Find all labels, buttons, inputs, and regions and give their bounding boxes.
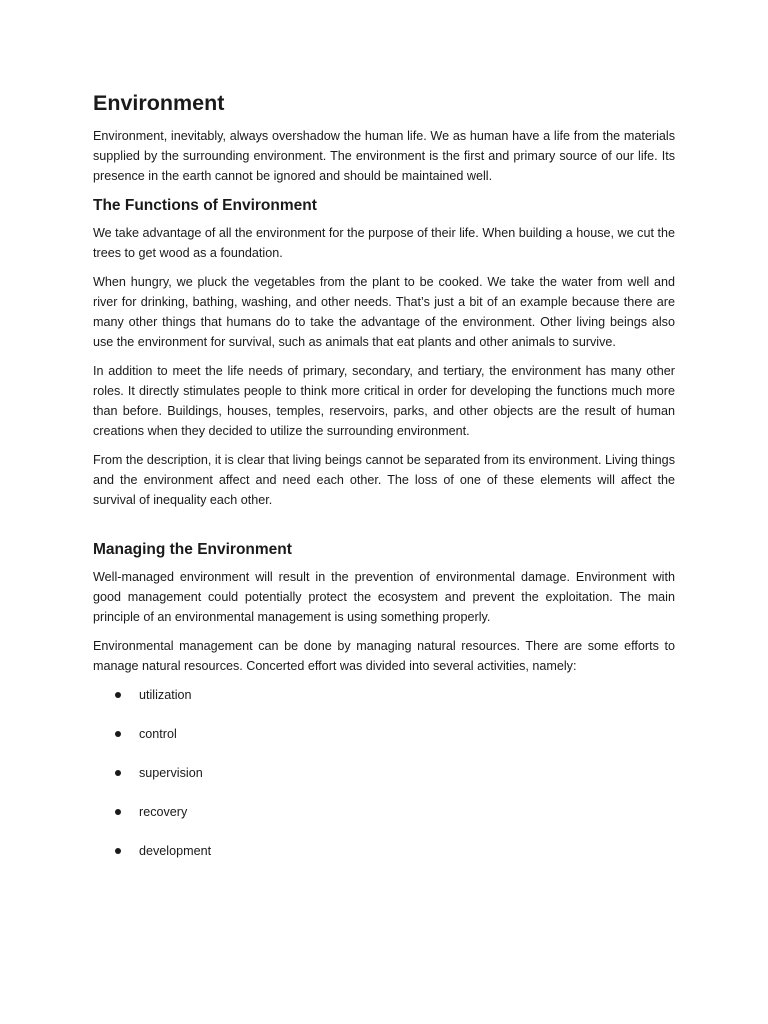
functions-paragraph: In addition to meet the life needs of primary, secondary, and tertiary, the environment has many other roles. It directly stimulates people to think more critical in order for developing the functions much more than before. Buildings, houses, temples, reservoirs, parks, and other objects are the result of human creations when they decided to utilize the surrounding environment. [93,364,675,438]
functions-paragraph: When hungry, we pluck the vegetables from the plant to be cooked. We take the water from well and river for drinking, bathing, washing, and other needs. That’s just a bit of an example because there are many other things that humans do to take the advantage of the environment. Other living beings also use the environment for survival, such as animals that eat plants and other animals to survive. [93,275,675,349]
list-item [93,841,675,861]
list-item [93,724,675,744]
list-item-label: utilization [139,688,192,702]
list-item [93,763,675,783]
intro-paragraph: Environment, inevitably, always overshadow the human life. We as human have a life from the materials supplied by the surrounding environment. The environment is the first and primary source of our life. Its presence in the earth cannot be ignored and should be maintained well. [93,129,675,183]
managing-paragraph: Environmental management can be done by managing natural resources. There are some efforts to manage natural resources. Concerted effort was divided into several activities, namely: [93,639,675,673]
list-item-label: supervision [139,766,203,780]
functions-heading: The Functions of Environment [93,197,317,214]
list-item [93,802,675,822]
bullet-icon [115,809,121,815]
bullet-icon [115,770,121,776]
functions-paragraph: We take advantage of all the environment for the purpose of their life. When building a house, we cut the trees to get wood as a foundation. [93,226,675,260]
list-item-label: development [139,844,212,858]
list-item-label: control [139,727,177,741]
bullet-icon [115,692,121,698]
functions-paragraph: From the description, it is clear that living beings cannot be separated from its environment. Living things and the environment affect and need each other. The loss of one of these elements will affect the survival of inequality each other. [93,453,675,507]
managing-paragraph: Well-managed environment will result in the prevention of environmental damage. Environment with good management could potentially protect the ecosystem and prevent the exploitation. The main principle of an environmental management is using something properly. [93,570,675,624]
document-page [93,88,675,880]
bullet-icon [115,848,121,854]
section-spacer [93,519,675,539]
page-title: Environment [93,91,225,115]
list-item [93,685,675,705]
list-item-label: recovery [139,805,188,819]
bullet-icon [115,731,121,737]
managing-heading: Managing the Environment [93,541,292,558]
activities-list [93,685,675,861]
